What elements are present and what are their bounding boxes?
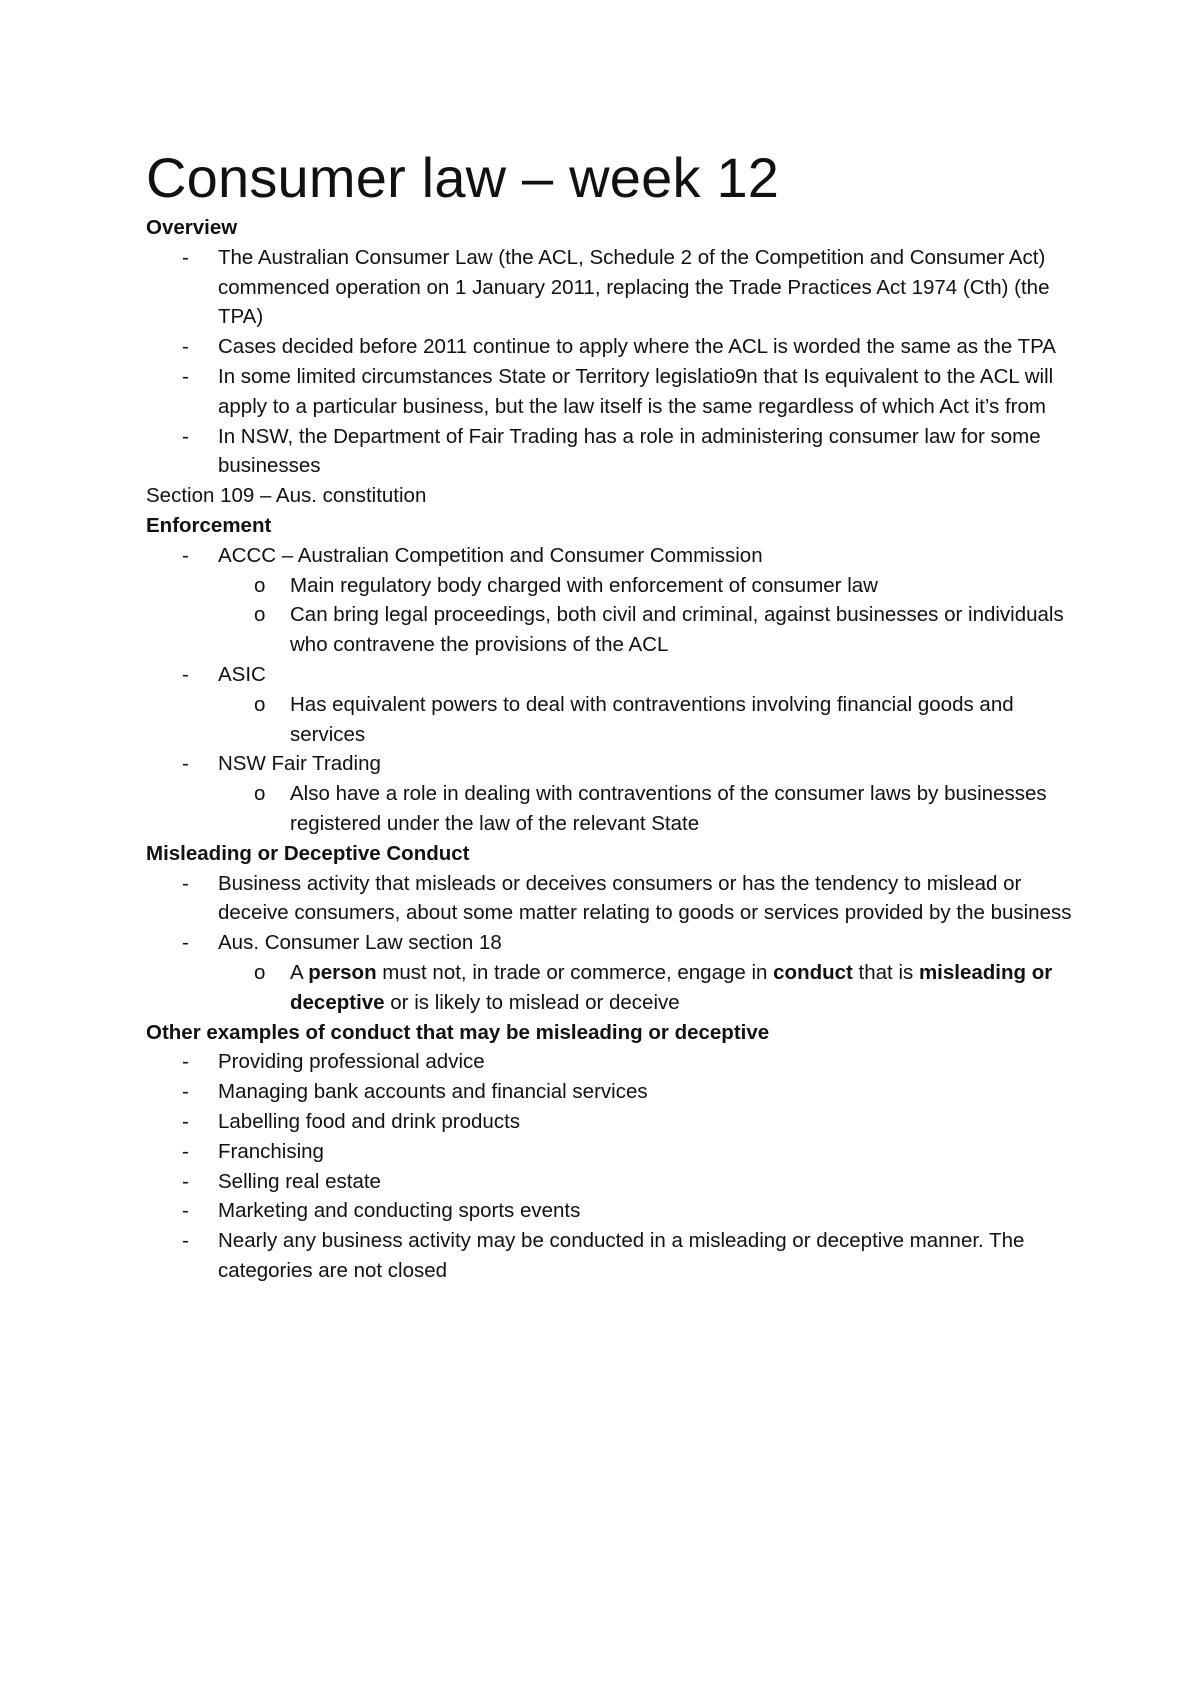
list-item-text: NSW Fair Trading xyxy=(218,752,381,776)
sub-list xyxy=(218,571,1086,660)
list-item-text: In some limited circumstances State or Territory legislatio9n that Is equivalent to the ACL will apply to a particular business, but the law itself is the same regardless of which Act it’s from xyxy=(218,364,1054,418)
dash-bullet: - xyxy=(182,543,189,567)
list-item xyxy=(146,1226,1086,1286)
enforcement-list xyxy=(146,541,1086,839)
list-item xyxy=(146,1047,1086,1077)
circle-bullet: o xyxy=(254,573,266,597)
document-body xyxy=(146,213,1086,1286)
section-18-text xyxy=(290,961,1052,1014)
dash-bullet: - xyxy=(182,1139,189,1163)
overview-heading: Overview xyxy=(146,216,238,239)
list-item-text: The Australian Consumer Law (the ACL, Schedule 2 of the Competition and Consumer Act) commenced operation on 1 January 2011, replacing the Trade Practices Act 1974 (Cth) (the TPA) xyxy=(218,245,1050,329)
list-item xyxy=(146,1077,1086,1107)
list-item-text: Nearly any business activity may be conducted in a misleading or deceptive manner. The categories are not closed xyxy=(218,1229,1025,1282)
dash-bullet: - xyxy=(182,245,189,269)
other-examples-list xyxy=(146,1047,1086,1285)
circle-bullet: o xyxy=(254,603,266,627)
dash-bullet: - xyxy=(182,1109,189,1133)
circle-bullet: o xyxy=(254,782,266,806)
dash-bullet: - xyxy=(182,424,189,448)
sub-list xyxy=(218,779,1086,839)
text-run: that is xyxy=(852,960,919,984)
text-run: or is likely to mislead or deceive xyxy=(384,990,680,1014)
sub-list-item-text: Also have a role in dealing with contraventions of the consumer laws by businesses registered under the law of the relevant State xyxy=(290,782,1047,835)
circle-bullet: o xyxy=(254,692,266,716)
dash-bullet: - xyxy=(182,335,189,359)
bold-term-person: person xyxy=(308,960,377,984)
section-109-note: Section 109 – Aus. constitution xyxy=(146,484,427,508)
list-item-text: Marketing and conducting sports events xyxy=(218,1199,581,1223)
list-item-text: Cases decided before 2011 continue to apply where the ACL is worded the same as the TPA xyxy=(218,335,1056,359)
text-run: must not, in trade or commerce, engage in xyxy=(376,960,774,984)
list-item xyxy=(146,749,1086,838)
bold-term-conduct: conduct xyxy=(773,960,853,984)
circle-bullet: o xyxy=(254,960,266,984)
dash-bullet: - xyxy=(182,1229,189,1253)
dash-bullet: - xyxy=(182,1080,189,1104)
page-title: Consumer law – week 12 xyxy=(146,146,780,209)
list-item-text: In NSW, the Department of Fair Trading has a role in administering consumer law for some businesses xyxy=(218,424,1041,478)
dash-bullet: - xyxy=(182,1050,189,1074)
list-item xyxy=(146,1167,1086,1197)
document-page xyxy=(146,146,1086,1286)
list-item-text: Providing professional advice xyxy=(218,1050,485,1074)
sub-list-item xyxy=(218,958,1086,1018)
sub-list-item xyxy=(218,779,1086,839)
list-item-text: Managing bank accounts and financial services xyxy=(218,1080,648,1104)
misleading-heading: Misleading or Deceptive Conduct xyxy=(146,841,470,865)
sub-list-item-text: Main regulatory body charged with enforcement of consumer law xyxy=(290,573,878,597)
dash-bullet: - xyxy=(182,1199,189,1223)
list-item xyxy=(146,422,1086,482)
sub-list-item xyxy=(218,690,1086,750)
list-item-text: Aus. Consumer Law section 18 xyxy=(218,931,502,955)
text-run: A xyxy=(290,960,309,984)
sub-list-item xyxy=(218,600,1086,660)
sub-list xyxy=(218,690,1086,750)
sub-list-item xyxy=(218,571,1086,601)
list-item-text: Franchising xyxy=(218,1139,324,1163)
sub-list-item-text: Can bring legal proceedings, both civil and criminal, against businesses or individuals who contravene the provisions of the ACL xyxy=(290,603,1064,657)
list-item xyxy=(146,362,1086,422)
list-item xyxy=(146,869,1086,929)
other-examples-heading: Other examples of conduct that may be misleading or deceptive xyxy=(146,1020,770,1044)
enforcement-heading: Enforcement xyxy=(146,513,272,537)
list-item xyxy=(146,1107,1086,1137)
list-item-text: Labelling food and drink products xyxy=(218,1109,521,1133)
list-item xyxy=(146,332,1086,362)
list-item-text: Business activity that misleads or deceives consumers or has the tendency to mislead or deceive consumers, about some matter relating to goods or services provided by the business xyxy=(218,871,1072,925)
list-item xyxy=(146,1137,1086,1167)
list-item xyxy=(146,243,1086,332)
list-item xyxy=(146,660,1086,749)
dash-bullet: - xyxy=(182,1169,189,1193)
dash-bullet: - xyxy=(182,871,189,895)
list-item xyxy=(146,928,1086,1017)
list-item-text: ASIC xyxy=(218,662,266,686)
list-item xyxy=(146,541,1086,660)
list-item xyxy=(146,1196,1086,1226)
dash-bullet: - xyxy=(182,752,189,776)
list-item-text: Selling real estate xyxy=(218,1169,381,1193)
dash-bullet: - xyxy=(182,931,189,955)
dash-bullet: - xyxy=(182,364,189,388)
dash-bullet: - xyxy=(182,662,189,686)
bold-term-misleading: misleading or deceptive xyxy=(290,960,1053,1014)
sub-list xyxy=(218,958,1086,1018)
sub-list-item-text: Has equivalent powers to deal with contraventions involving financial goods and services xyxy=(290,692,1014,746)
list-item-text: ACCC – Australian Competition and Consumer Commission xyxy=(218,543,763,567)
overview-list xyxy=(146,243,1086,481)
misleading-list xyxy=(146,869,1086,1018)
